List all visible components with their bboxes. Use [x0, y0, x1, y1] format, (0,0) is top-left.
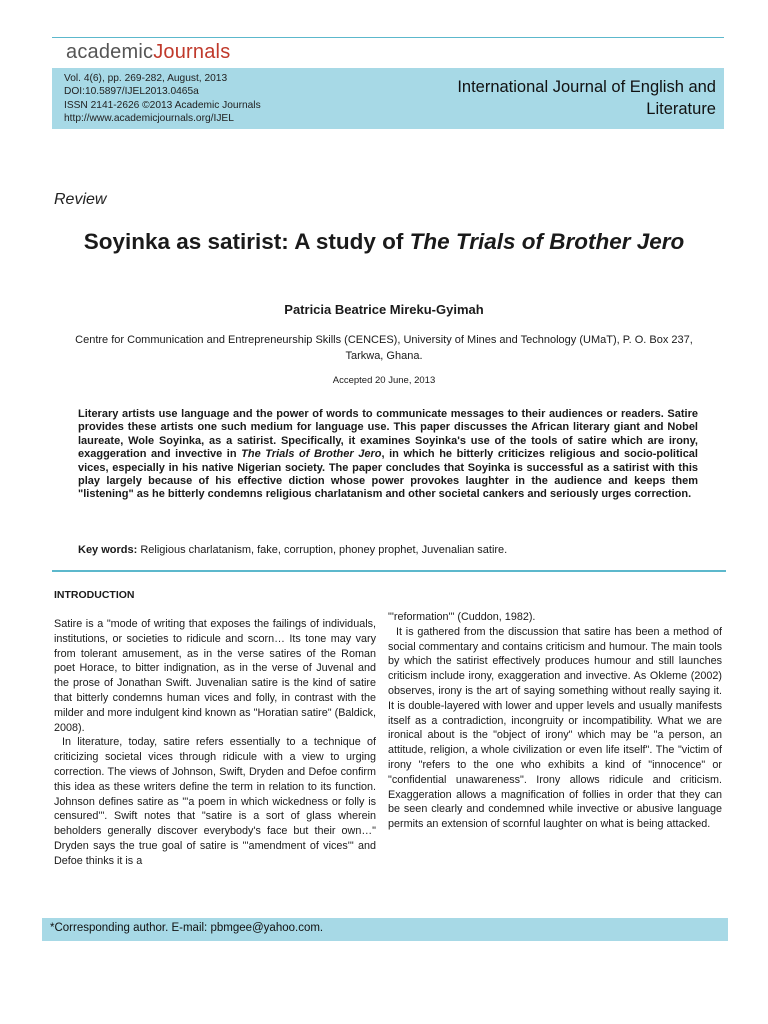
logo-academic: academic [66, 41, 154, 63]
paragraph: Satire is a "mode of writing that exposes the failings of individuals, institutions, or societies to ridicule and scorn… Its tone may vary from tolerant amusement, as in the verse satires of the Roman poet Horace, to bitter indignation, as in the verse of Juvenal and the prose of Jonathan Swift. Juvenalian satire is the kind of satire that bitterly condemns human vices and folly, in contrast with the milder and more indulgent kind known as "Horatian satire" (Baldick, 2008). [54, 618, 376, 734]
article-title [60, 227, 708, 257]
title-plain: Soyinka as satirist: A study of [83, 229, 410, 254]
corresponding-author-note[interactable]: *Corresponding author. E-mail: pbmgee@yahoo.com. [50, 922, 324, 934]
journal-name-line2: Literature [646, 100, 716, 118]
publisher-logo[interactable] [66, 41, 230, 64]
title-italic: The Trials of Brother Jero [409, 229, 685, 254]
author-name: Patricia Beatrice Mireku-Gyimah [284, 302, 484, 317]
accepted-date: Accepted 20 June, 2013 [332, 375, 436, 386]
abstract [78, 408, 698, 502]
author-affiliation: Centre for Communication and Entrepreneurship Skills (CENCES), University of Mines and Technology (UMaT), P. O. Box 237, Tarkwa, Ghana. [75, 334, 693, 362]
keywords-text: Religious charlatanism, fake, corruption, phoney prophet, Juvenalian satire. [137, 544, 508, 556]
article-type: Review [54, 191, 107, 208]
introduction-heading: INTRODUCTION [54, 589, 135, 601]
article-metadata [64, 72, 261, 125]
logo-journals: Journals [153, 41, 231, 63]
journal-name-line1: International Journal of English and [457, 78, 716, 96]
section-divider [52, 570, 726, 572]
doi-line[interactable]: DOI:10.5897/IJEL2013.0465a [64, 86, 199, 98]
abstract-part2: , in which he bitterly criticizes religious and socio-political vices, especially in his native Nigerian society. The paper concludes that Soyinka is successful as a satirist with this play largely because of his effective diction whose power provokes laughter in the audience and keeps them "listening" as he bitterly condemns religious charlatanism and other societal cankers and seriously urges correction. [78, 448, 698, 501]
abstract-italic: The Trials of Brother Jero [241, 448, 382, 461]
journal-url[interactable]: http://www.academicjournals.org/IJEL [64, 112, 234, 124]
abstract-part1: Literary artists use language and the power of words to communicate messages to their audiences or readers. Satire provides these artists one such medium for language use. This paper discusses the African literary giant and Nobel laureate, Wole Soyinka, as a satirist. Specifically, it examines Soyinka's use of the tools of satire which are irony, exaggeration and invective in [78, 408, 698, 461]
paragraph: "'reformation'" (Cuddon, 1982). [388, 611, 536, 623]
header-top-rule [52, 37, 724, 38]
volume-line: Vol. 4(6), pp. 269-282, August, 2013 [64, 73, 228, 84]
paragraph: It is gathered from the discussion that satire has been a method of social commentary and contains criticism and humour. The main tools by which the satirist effectively produces humour and still launches criticism include irony, exaggeration and invective. As Okleme (2002) observes, irony is the art of saying something without really saying it. It is double-layered with lower and upper levels and usually manifests itself as a contradiction, incongruity or incompatibility. What we are ironical about is the "object of irony" which may be "a person, an attitude, religion, a whole civilization or even life itself". The "victim of irony "refers to the one who exhibits a kind of "innocence" or "confidential unawareness". Irony allows ridicule and criticism. Exaggeration allows a magnification of follies in order that they can be seen clearly and condemned while invective or abusive language permits an extension of scornful laughter on what is being attacked. [388, 625, 722, 831]
journal-name [396, 76, 716, 120]
keywords-label: Key words: [78, 544, 138, 556]
body-column-right [388, 610, 722, 832]
issn-line: ISSN 2141-2626 ©2013 Academic Journals [64, 99, 261, 111]
paragraph: In literature, today, satire refers essentially to a technique of criticizing societal vices through ridicule with a view to urging correction. The views of Johnson, Swift, Dryden and Defoe confirm this idea as these writers define the term in relation to its function. Johnson defines satire as "'a poem in which wickedness or folly is censured'". Swift notes that "satire is a sort of glass wherein beholders generally discover everybody's face but their own…" Dryden says the true goal of satire is "'amendment of vices'" and Defoe thinks it is a [54, 736, 376, 867]
body-column-left [54, 617, 376, 869]
keywords [78, 544, 698, 556]
